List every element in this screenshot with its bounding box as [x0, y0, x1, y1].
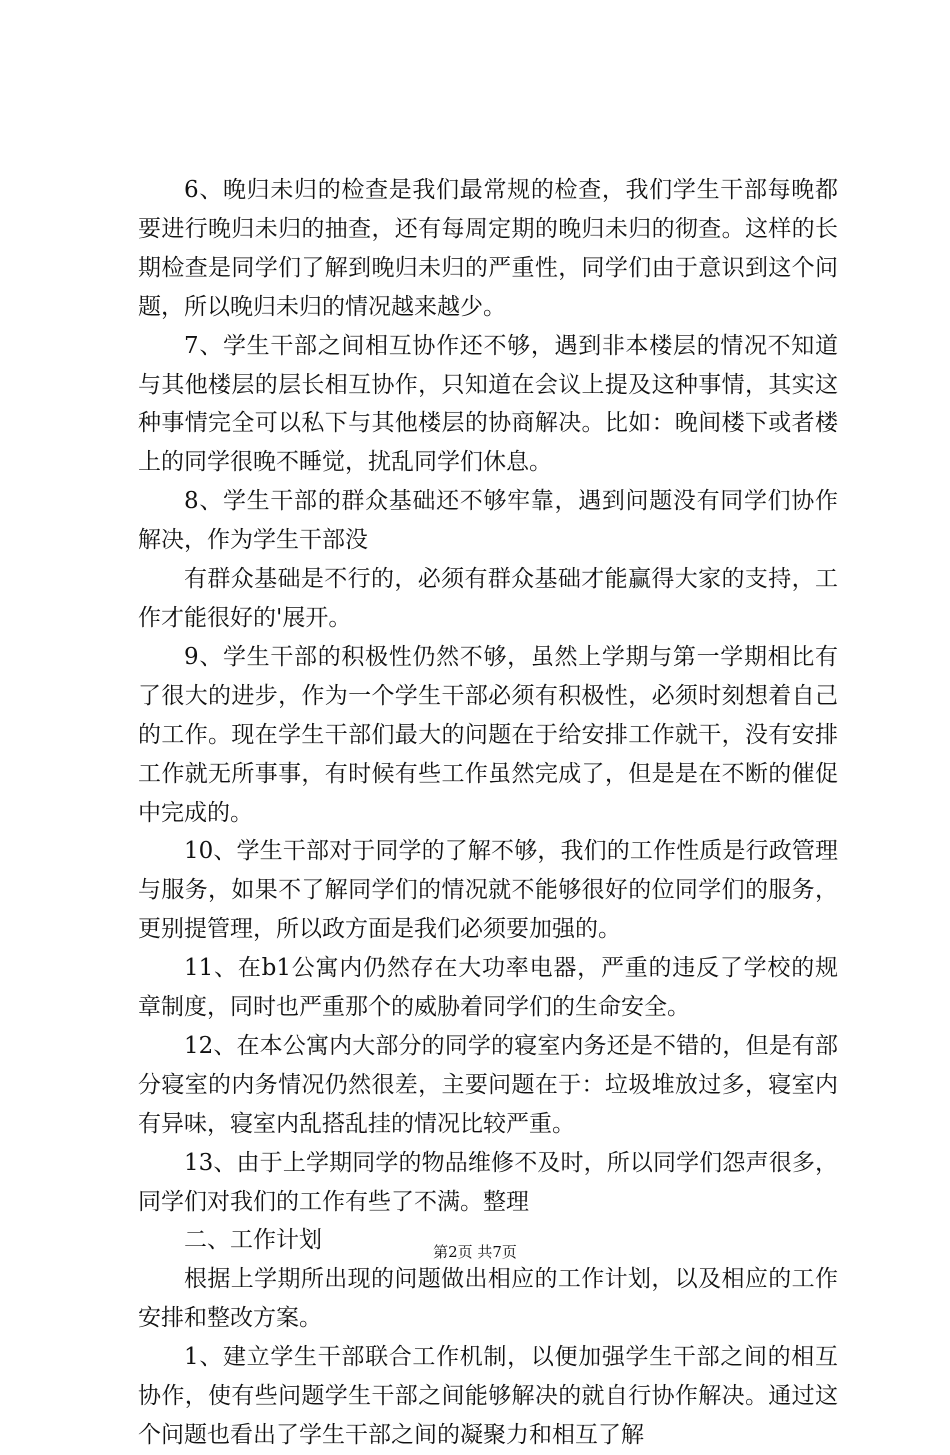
section-heading-work-plan: 二、工作计划 — [184, 1227, 322, 1254]
paragraph-item-13-repairs: 13、由于上学期同学的物品维修不及时，所以同学们怨声很多，同学们对我们的工作有些了不满。整理 — [138, 1149, 838, 1215]
paragraph-item-6-night-check: 6、晚归未归的检查是我们最常规的检查，我们学生干部每晚都要进行晚归未归的抽查，还有每周定期的晚归未归的彻查。这样的长期检查是同学们了解到晚归未归的严重性，同学们由于意识到这个问题，所以晚归未归的情况越来越少。 — [138, 177, 838, 320]
paragraph-item-8-mass-base: 8、学生干部的群众基础还不够牢靠，遇到问题没有同学们协作解决，作为学生干部没 — [138, 488, 838, 554]
paragraph-item-10-understanding: 10、学生干部对于同学的了解不够，我们的工作性质是行政管理与服务，如果不了解同学们的情况就不能够很好的位同学们的服务，更别提管理，所以政方面是我们必须要加强的。 — [138, 838, 838, 943]
paragraph-item-7-cooperation: 7、学生干部之间相互协作还不够，遇到非本楼层的情况不知道与其他楼层的层长相互协作，只知道在会议上提及这种事情，其实这种事情完全可以私下与其他楼层的协商解决。比如：晚间楼下或者楼上的同学很晚不睡觉，扰乱同学们休息。 — [138, 332, 838, 476]
paragraph-item-8-continued: 有群众基础是不行的，必须有群众基础才能赢得大家的支持，工作才能很好的'展开。 — [138, 566, 838, 631]
page-footer: 第2页 共7页 — [433, 1243, 517, 1261]
paragraph-plan-item-1: 1、建立学生干部联合工作机制，以便加强学生干部之间的相互协作，使有些问题学生干部之间能够解决的就自行协作解决。通过这个问题也看出了学生干部之间的凝聚力和相互了解 — [138, 1344, 838, 1448]
paragraph-plan-intro: 根据上学期所出现的问题做出相应的工作计划，以及相应的工作安排和整改方案。 — [138, 1266, 838, 1332]
paragraph-item-9-initiative: 9、学生干部的积极性仍然不够，虽然上学期与第一学期相比有了很大的进步，作为一个学生干部必须有积极性，必须时刻想着自己的工作。现在学生干部们最大的问题在于给安排工作就干，没有安排工作就无所事事，有时候有些工作虽然完成了，但是是在不断的催促中完成的。 — [138, 643, 838, 826]
paragraph-item-11-appliances: 11、在b1公寓内仍然存在大功率电器，严重的违反了学校的规章制度，同时也严重那个的威胁着同学们的生命安全。 — [138, 955, 838, 1021]
document-body — [138, 171, 838, 1455]
paragraph-item-12-dorm-affairs: 12、在本公寓内大部分的同学的寝室内务还是不错的，但是有部分寝室的内务情况仍然很差，主要问题在于：垃圾堆放过多，寝室内有异味，寝室内乱搭乱挂的情况比较严重。 — [138, 1032, 838, 1137]
